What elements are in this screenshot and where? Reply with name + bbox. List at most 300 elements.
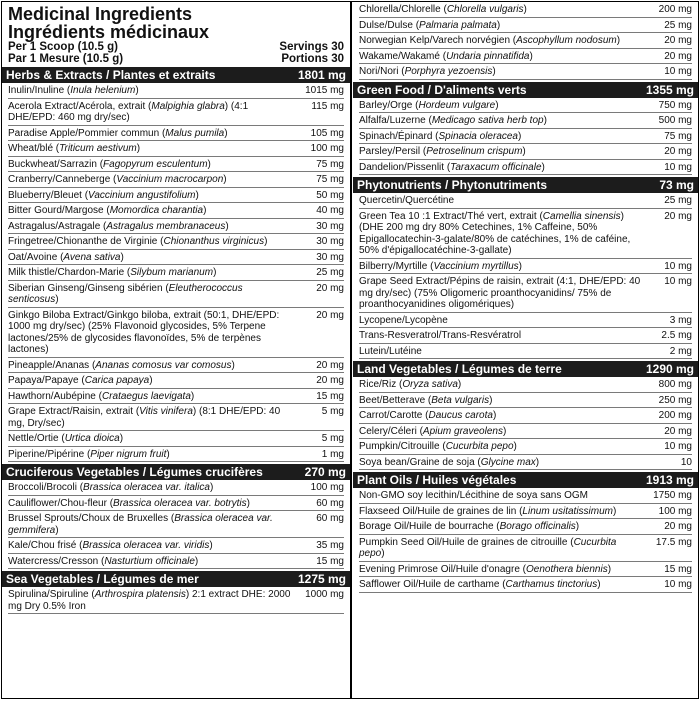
ingredient-row [8, 126, 344, 142]
ingredient-name: Wheat/blé (Triticum aestivum) [8, 143, 141, 154]
ingredient-name: Norwegian Kelp/Varech norvégien (Ascophyllum nodosum) [359, 35, 621, 46]
section-header [353, 472, 698, 488]
ingredient-details: 2:1 extract DHE: 2000 mg Dry 0.5% Iron [8, 589, 291, 612]
ingredient-common-name: Siberian Ginseng/Ginseng sibérien [8, 282, 163, 294]
ingredient-section [359, 472, 692, 593]
ingredient-name [359, 346, 648, 358]
ingredient-row [359, 313, 692, 329]
ingredient-latin-name: Hordeum vulgare [418, 99, 496, 111]
ingredient-latin-name: Undaria pinnatifida [446, 50, 530, 62]
ingredient-amount: 100 mg [658, 505, 692, 517]
ingredient-name: Pineapple/Ananas (Ananas comosus var comosus) [8, 359, 235, 371]
ingredient-amount: 20 mg [664, 50, 692, 62]
ingredient-common-name: Grape Seed Extract/Pépins de raisin, extrait (4:1, DHE/EPD: 40 mg dry/sec) (75% Oligomeric proanthocyanidins/ 75% de proanthocyanidines oligomériques) [359, 276, 641, 310]
ingredient-latin-name: Vaccinium macrocarpon [116, 174, 224, 185]
ingredient-name [8, 310, 300, 356]
ingredient-amount: 25 mg [664, 195, 692, 206]
ingredient-common-name: Beet/Betterave [359, 394, 426, 406]
ingredient-common-name: Flaxseed Oil/Huile de graines de lin [359, 505, 517, 517]
ingredient-amount: 20 mg [316, 309, 344, 321]
ingredient-name: Kale/Chou frisé (Brassica oleracea var. viridis) [8, 540, 213, 551]
ingredient-name: Rice/Riz (Oryza sativa) [359, 379, 462, 390]
ingredient-name: Brussel Sprouts/Choux de Bruxelles (Brassica oleracea var. gemmifera) [8, 513, 273, 536]
ingredient-common-name: Paradise Apple/Pommier commun [8, 127, 160, 139]
ingredient-common-name: Hawthorn/Aubépine [8, 390, 96, 402]
ingredient-latin-name: Camellia sinensis [542, 210, 621, 222]
ingredient-name: Inulin/Inuline (Inula helenium) [8, 85, 139, 96]
ingredient-row [8, 373, 344, 389]
ingredient-common-name: Broccoli/Brocoli [8, 482, 77, 493]
ingredient-amount: 75 mg [316, 158, 344, 170]
ingredient-latin-name: Vitis vinifera [139, 406, 193, 417]
ingredient-row [8, 234, 344, 250]
ingredient-amount: 10 mg [664, 441, 692, 452]
ingredient-amount: 1750 mg [653, 490, 692, 501]
ingredient-amount: 200 mg [658, 4, 692, 15]
ingredient-row [359, 535, 692, 562]
ingredient-latin-name: Vaccinium angustifolium [88, 189, 196, 201]
ingredient-row [8, 99, 344, 126]
ingredient-row [8, 188, 344, 204]
ingredient-amount: 500 mg [658, 115, 692, 126]
ingredient-row [8, 431, 344, 447]
section-total: 1801 mg [297, 68, 346, 82]
ingredient-amount: 20 mg [664, 521, 692, 532]
ingredient-latin-name: Triticum aestivum [59, 143, 137, 154]
ingredient-name [359, 195, 648, 207]
ingredient-common-name: Buckwheat/Sarrazin [8, 158, 97, 170]
ingredient-latin-name: Daucus carota [428, 410, 493, 421]
section-header [2, 464, 350, 480]
ingredient-row [8, 447, 344, 463]
ingredient-row [8, 172, 344, 188]
ingredient-name: Watercress/Cresson (Nasturtium officinale) [8, 555, 199, 567]
ingredient-name: Milk thistle/Chardon-Marie (Silybum marianum) [8, 267, 217, 278]
ingredient-common-name: Lycopene/Lycopène [359, 314, 448, 326]
ingredient-common-name: Quercetin/Quercétine [359, 195, 455, 206]
ingredient-common-name: Kale/Chou frisé [8, 540, 77, 551]
ingredient-common-name: Green Tea 10 :1 Extract/Thé vert, extrait [359, 210, 537, 222]
ingredient-amount: 10 mg [664, 276, 692, 287]
ingredient-common-name: Spinach/Épinard [359, 130, 433, 142]
ingredient-amount: 50 mg [316, 189, 344, 201]
ingredient-row [8, 141, 344, 157]
ingredient-common-name: Parsley/Persil [359, 146, 421, 157]
ingredient-row [359, 18, 692, 34]
ingredient-row [8, 358, 344, 374]
servings-en: Servings 30 [279, 41, 344, 53]
ingredient-name: Beet/Betterave (Beta vulgaris) [359, 394, 493, 406]
ingredient-row [359, 98, 692, 114]
servings-fr: Portions 30 [281, 53, 344, 65]
ingredient-latin-name: Carthamus tinctorius [505, 579, 598, 590]
ingredient-name: Astragalus/Astragale (Astragalus membranaceus) [8, 220, 229, 232]
ingredient-common-name: Watercress/Cresson [8, 555, 99, 567]
ingredient-latin-name: Cucurbita pepo [445, 441, 514, 452]
ingredient-amount: 30 mg [316, 251, 344, 263]
ingredient-section [8, 464, 344, 569]
ingredient-latin-name: Beta vulgaris [431, 394, 490, 406]
ingredient-latin-name: Petroselinum crispum [426, 146, 523, 157]
ingredient-common-name: Pineapple/Ananas [8, 359, 90, 371]
ingredient-amount: 115 mg [311, 100, 344, 112]
serving-row-fr [8, 53, 344, 65]
ingredient-row [359, 344, 692, 360]
ingredient-latin-name: Malpighia glabra [151, 100, 225, 112]
ingredient-common-name: Blueberry/Bleuet [8, 189, 82, 201]
section-title: Green Food / D'aliments verts [357, 82, 527, 97]
ingredient-name: Dulse/Dulse (Palmaria palmata) [359, 19, 501, 31]
right-sections [359, 82, 692, 593]
ingredient-amount: 20 mg [664, 146, 692, 157]
ingredient-amount: 10 mg [664, 260, 692, 272]
ingredient-latin-name: Malus pumila [165, 127, 225, 139]
section-total: 1355 mg [645, 82, 694, 97]
ingredient-latin-name: Eleutherococcus senticosus [8, 282, 243, 305]
ingredient-row [8, 265, 344, 281]
ingredient-latin-name: Nasturtium officinale [104, 555, 195, 567]
left-sections [8, 67, 344, 614]
ingredient-common-name: Fringetree/Chionanthe de Virginie [8, 236, 158, 247]
ingredient-row [8, 511, 344, 538]
ingredient-row [359, 328, 692, 344]
ingredient-row [8, 308, 344, 358]
ingredient-row [359, 209, 692, 259]
ingredient-name: Celery/Céleri (Apium graveolens) [359, 425, 507, 437]
ingredient-name: Paradise Apple/Pommier commun (Malus pumila) [8, 127, 228, 139]
section-title: Land Vegetables / Légumes de terre [357, 362, 562, 376]
ingredient-row [359, 113, 692, 129]
ingredient-row [359, 439, 692, 455]
ingredient-common-name: Brussel Sprouts/Choux de Bruxelles [8, 513, 169, 524]
ingredient-name: Bitter Gourd/Margose (Momordica charantia) [8, 205, 207, 216]
ingredient-latin-name: Glycine max [480, 456, 536, 468]
ingredient-common-name: Barley/Orge [359, 99, 413, 111]
ingredient-name: Fringetree/Chionanthe de Virginie (Chionanthus virginicus) [8, 236, 268, 247]
serving-size-fr: Par 1 Mesure (10.5 g) [8, 53, 124, 65]
ingredient-details: (8:1 DHE/EPD: 40 mg, Dry/sec) [8, 406, 281, 429]
right-continued-items [359, 2, 692, 80]
ingredient-amount: 20 mg [664, 425, 692, 437]
ingredient-common-name: Evening Primrose Oil/Huile d'onagre [359, 563, 520, 575]
ingredient-amount: 75 mg [664, 130, 692, 142]
ingredient-latin-name: Oryza sativa [402, 379, 458, 390]
ingredient-latin-name: Ananas comosus var comosus [95, 359, 232, 371]
ingredient-name [359, 490, 648, 502]
ingredient-amount: 30 mg [316, 220, 344, 232]
ingredient-latin-name: Momordica charantia [109, 205, 204, 216]
ingredient-name: Siberian Ginseng/Ginseng sibérien (Eleutherococcus senticosus) [8, 282, 243, 305]
ingredient-row [8, 250, 344, 266]
ingredient-common-name: Wakame/Wakamé [359, 50, 440, 62]
ingredient-amount: 10 mg [664, 66, 692, 77]
ingredient-section [359, 177, 692, 359]
ingredient-amount: 1015 mg [305, 85, 344, 96]
ingredient-latin-name: Brassica oleracea var. gemmifera [8, 513, 273, 536]
ingredient-latin-name: Astragalus membranaceus [106, 220, 226, 232]
section-header [2, 571, 350, 587]
ingredient-amount: 20 mg [316, 359, 344, 371]
ingredient-name: Bilberry/Myrtille (Vaccinium myrtillus) [359, 260, 522, 272]
ingredient-amount: 60 mg [316, 513, 344, 524]
ingredient-amount: 15 mg [664, 563, 692, 575]
ingredient-name: Spirulina/Spiruline (Arthrospira platensis) 2:1 extract DHE: 2000 mg Dry 0.5% Iron [8, 589, 291, 612]
ingredient-row [359, 259, 692, 275]
ingredient-amount: 25 mg [664, 19, 692, 31]
ingredient-row [8, 554, 344, 570]
ingredient-row [359, 160, 692, 176]
ingredient-latin-name: Spinacia oleracea [438, 130, 518, 142]
ingredient-common-name: Borage Oil/Huile de bourrache [359, 521, 494, 532]
ingredient-amount: 20 mg [316, 375, 344, 386]
ingredient-amount: 750 mg [658, 99, 692, 111]
ingredient-amount: 17.5 mg [655, 536, 692, 548]
ingredient-row [8, 219, 344, 235]
ingredient-common-name: Chlorella/Chlorelle [359, 4, 441, 15]
ingredient-amount: 105 mg [310, 127, 344, 139]
ingredient-latin-name: Vaccinium myrtillus [433, 260, 519, 272]
ingredient-common-name: Nori/Nori [359, 66, 399, 77]
ingredient-amount: 5 mg [321, 433, 344, 444]
ingredient-name: Nori/Nori (Porphyra yezoensis) [359, 66, 496, 77]
ingredient-name: Parsley/Persil (Petroselinum crispum) [359, 146, 526, 157]
ingredient-common-name: Oat/Avoine [8, 251, 58, 263]
ingredient-common-name: Celery/Céleri [359, 425, 417, 437]
ingredient-name: Cranberry/Canneberge (Vaccinium macrocarpon) [8, 174, 227, 185]
ingredient-row [359, 488, 692, 504]
ingredient-common-name: Papaya/Papaye [8, 375, 79, 386]
section-title: Phytonutrients / Phytonutriments [357, 178, 548, 192]
ingredient-common-name: Cauliflower/Chou-fleur [8, 497, 107, 509]
section-total: 1913 mg [645, 473, 694, 487]
ingredient-name: Oat/Avoine (Avena sativa) [8, 251, 124, 263]
ingredient-common-name: Dandelion/Pissenlit [359, 161, 445, 173]
ingredient-name: Acerola Extract/Acérola, extrait (Malpighia glabra) (4:1 DHE/EPD: 460 mg dry/sec) [8, 100, 249, 123]
ingredient-latin-name: Chlorella vulgaris [446, 4, 524, 15]
ingredient-row [8, 587, 344, 614]
serving-row-en [8, 41, 344, 53]
ingredient-name: Buckwheat/Sarrazin (Fagopyrum esculentum) [8, 158, 211, 170]
section-total: 1275 mg [297, 572, 346, 586]
ingredient-common-name: Alfalfa/Luzerne [359, 115, 426, 126]
ingredient-row [359, 504, 692, 520]
ingredient-section [8, 571, 344, 614]
ingredient-row [359, 377, 692, 393]
ingredient-common-name: Non-GMO soy lecithin/Lécithine de soya sans OGM [359, 490, 588, 501]
ingredient-latin-name: Brassica oleracea var. botrytis [113, 497, 247, 509]
ingredient-amount: 20 mg [664, 210, 692, 222]
ingredient-amount: 10 [680, 456, 692, 468]
ingredient-name: Nettle/Ortie (Urtica dioica) [8, 433, 124, 444]
ingredient-common-name: Ginkgo Biloba Extract/Ginkgo biloba, extrait (50:1, DHE/EPD: 1000 mg dry/sec) (25% Flavonoid glycosides, 5% Terpene lactones/25% de glycosides flavonoïdes, 5% de terpènes lactones) [8, 309, 280, 355]
ingredient-latin-name: Ascophyllum nodosum [516, 35, 617, 46]
ingredient-amount: 3 mg [669, 314, 692, 326]
section-header [353, 361, 698, 377]
ingredient-name: Carrot/Carotte (Daucus carota) [359, 410, 497, 421]
ingredient-latin-name: Porphyra yezoensis [404, 66, 493, 77]
ingredient-latin-name: Palmaria palmata [419, 19, 497, 31]
ingredient-amount: 100 mg [310, 482, 344, 493]
ingredient-common-name: Pumpkin Seed Oil/Huile de graines de citrouille [359, 536, 568, 548]
ingredient-latin-name: Linum usitatissimum [522, 505, 614, 517]
ingredient-common-name: Piperine/Pipérine [8, 448, 85, 460]
ingredient-amount: 15 mg [316, 390, 344, 402]
ingredient-latin-name: Silybum marianum [130, 267, 214, 278]
left-column [2, 2, 352, 698]
ingredient-amount: 40 mg [316, 205, 344, 216]
ingredient-row [8, 157, 344, 173]
ingredient-name [359, 315, 648, 327]
ingredient-amount: 20 mg [664, 35, 692, 46]
title-en: Medicinal Ingredients [8, 4, 193, 24]
ingredient-name: Cauliflower/Chou-fleur (Brassica oleracea var. botrytis) [8, 497, 250, 509]
ingredient-latin-name: Chionanthus virginicus [163, 236, 265, 247]
ingredient-row [8, 480, 344, 496]
ingredient-name: Grape Extract/Raisin, extrait (Vitis vinifera) (8:1 DHE/EPD: 40 mg, Dry/sec) [8, 406, 281, 429]
title-fr: Ingrédients médicinaux [8, 22, 210, 42]
ingredient-latin-name: Oenothera biennis [525, 563, 608, 575]
right-column [353, 2, 698, 698]
ingredient-common-name: Bilberry/Myrtille [359, 260, 428, 272]
ingredient-common-name: Milk thistle/Chardon-Marie [8, 267, 125, 278]
ingredient-amount: 250 mg [658, 394, 692, 406]
ingredient-common-name: Lutein/Lutéine [359, 345, 422, 357]
section-title: Sea Vegetables / Légumes de mer [6, 572, 199, 586]
ingredient-latin-name: Medicago sativa herb top [431, 115, 544, 126]
ingredient-latin-name: Cucurbita pepo [359, 536, 617, 559]
ingredient-row [359, 408, 692, 424]
ingredient-name: Papaya/Papaye (Carica papaya) [8, 375, 153, 386]
ingredient-row [359, 33, 692, 49]
section-total: 1290 mg [645, 362, 694, 376]
ingredient-latin-name: Brassica oleracea var. italica [83, 482, 210, 493]
ingredient-amount: 15 mg [316, 555, 344, 567]
ingredient-common-name: Cranberry/Canneberge [8, 174, 111, 185]
ingredient-latin-name: Brassica oleracea var. viridis [82, 540, 210, 551]
ingredient-name: Barley/Orge (Hordeum vulgare) [359, 99, 499, 111]
ingredient-common-name: Trans-Resveratrol/Trans-Resvératrol [359, 330, 522, 341]
ingredient-name: Pumpkin Seed Oil/Huile de graines de citrouille (Cucurbita pepo) [359, 536, 617, 559]
ingredient-section [359, 361, 692, 470]
ingredient-common-name: Grape Extract/Raisin, extrait [8, 406, 134, 417]
ingredient-amount: 2.5 mg [661, 330, 692, 341]
ingredient-name: Spinach/Épinard (Spinacia oleracea) [359, 130, 522, 142]
ingredient-amount: 1 mg [321, 448, 344, 460]
ingredient-row [8, 281, 344, 308]
ingredient-name: Broccoli/Brocoli (Brassica oleracea var. italica) [8, 482, 214, 493]
ingredient-latin-name: Borago officinalis [499, 521, 576, 532]
ingredient-name: Evening Primrose Oil/Huile d'onagre (Oenothera biennis) [359, 563, 612, 575]
ingredient-latin-name: Urtica dioica [64, 433, 120, 444]
ingredient-latin-name: Taraxacum officinale [450, 161, 542, 173]
ingredient-name: Pumpkin/Citrouille (Cucurbita pepo) [359, 441, 517, 452]
ingredient-amount: 100 mg [310, 143, 344, 154]
ingredient-latin-name: Avena sativa [63, 251, 121, 263]
ingredient-common-name: Carrot/Carotte [359, 410, 423, 421]
ingredient-name: Borage Oil/Huile de bourrache (Borago officinalis) [359, 521, 580, 532]
ingredient-name [359, 330, 648, 342]
ingredient-common-name: Spirulina/Spiruline [8, 589, 89, 600]
section-total: 270 mg [304, 465, 346, 479]
ingredient-latin-name: Piper nigrum fruit [90, 448, 167, 460]
ingredient-row [359, 49, 692, 65]
ingredient-amount: 35 mg [316, 540, 344, 551]
ingredient-name: Hawthorn/Aubépine (Crataegus laevigata) [8, 390, 195, 402]
ingredient-row [8, 404, 344, 431]
ingredient-common-name: Acerola Extract/Acérola, extrait [8, 100, 146, 112]
ingredient-common-name: Inulin/Inuline [8, 85, 65, 96]
ingredient-amount: 25 mg [316, 267, 344, 278]
ingredient-common-name: Pumpkin/Citrouille [359, 441, 440, 452]
ingredient-amount: 5 mg [321, 406, 344, 417]
ingredient-common-name: Astragalus/Astragale [8, 220, 101, 232]
ingredient-latin-name: Carica papaya [84, 375, 150, 386]
ingredient-amount: 1000 mg [305, 589, 344, 600]
section-header [353, 82, 698, 98]
ingredient-row [359, 577, 692, 593]
section-title: Herbs & Extracts / Plantes et extraits [6, 68, 216, 82]
ingredient-name: Green Tea 10 :1 Extract/Thé vert, extrait (Camellia sinensis) (DHE 200 mg dry 80% Cetechines, 1% Caffeine, 50% Epigallocatechin-3-galate/80% de catéchines, 1% de caféine, 50% d'épigallocatéchine-3-gallate) [359, 210, 631, 256]
ingredient-latin-name: Fagopyrum esculentum [103, 158, 208, 170]
ingredient-amount: 60 mg [316, 497, 344, 509]
ingredient-latin-name: Arthrospira platensis [94, 589, 186, 600]
ingredient-row [8, 538, 344, 554]
ingredient-name: Blueberry/Bleuet (Vaccinium angustifolium) [8, 189, 199, 201]
ingredient-row [359, 144, 692, 160]
ingredient-name: Alfalfa/Luzerne (Medicago sativa herb top) [359, 115, 547, 126]
ingredient-amount: 20 mg [316, 282, 344, 294]
ingredient-common-name: Norwegian Kelp/Varech norvégien [359, 35, 511, 46]
serving-size-en: Per 1 Scoop (10.5 g) [8, 41, 118, 53]
ingredients-panel [1, 1, 699, 699]
ingredient-row [359, 64, 692, 80]
ingredient-row [359, 2, 692, 18]
ingredient-details: (4:1 DHE/EPD: 460 mg dry/sec) [8, 100, 249, 123]
ingredient-name [359, 276, 648, 311]
ingredient-common-name: Dulse/Dulse [359, 19, 413, 31]
ingredient-common-name: Bitter Gourd/Margose [8, 205, 104, 216]
ingredient-row [8, 389, 344, 405]
ingredient-name: Piperine/Pipérine (Piper nigrum fruit) [8, 448, 170, 460]
ingredient-name: Wakame/Wakamé (Undaria pinnatifida) [359, 50, 533, 62]
ingredient-amount: 2 mg [669, 345, 692, 357]
ingredient-row [359, 393, 692, 409]
section-total: 73 mg [659, 178, 694, 192]
section-header [353, 177, 698, 193]
ingredient-details: (DHE 200 mg dry 80% Cetechines, 1% Caffeine, 50% Epigallocatechin-3-galate/80% de catéchines, 1% de caféine, 50% d'épigallocatéchine-3-gallate) [359, 222, 631, 256]
ingredient-row [359, 193, 692, 209]
ingredient-common-name: Soya bean/Graine de soja [359, 456, 475, 468]
ingredient-row [359, 519, 692, 535]
ingredient-row [359, 129, 692, 145]
ingredient-row [359, 455, 692, 471]
ingredient-common-name: Rice/Riz [359, 379, 397, 390]
ingredient-name: Soya bean/Graine de soja (Glycine max) [359, 456, 540, 468]
ingredient-row [8, 83, 344, 99]
ingredient-section [8, 67, 344, 462]
ingredient-name: Flaxseed Oil/Huile de graines de lin (Linum usitatissimum) [359, 505, 617, 517]
section-title: Cruciferous Vegetables / Légumes crucifères [6, 465, 263, 479]
ingredient-row [359, 562, 692, 578]
ingredient-row [8, 496, 344, 512]
ingredient-amount: 800 mg [658, 379, 692, 390]
ingredient-amount: 75 mg [316, 174, 344, 185]
ingredient-amount: 10 mg [664, 161, 692, 173]
ingredient-row [359, 424, 692, 440]
section-header [2, 67, 350, 83]
ingredient-row [8, 203, 344, 219]
ingredient-amount: 10 mg [664, 579, 692, 590]
